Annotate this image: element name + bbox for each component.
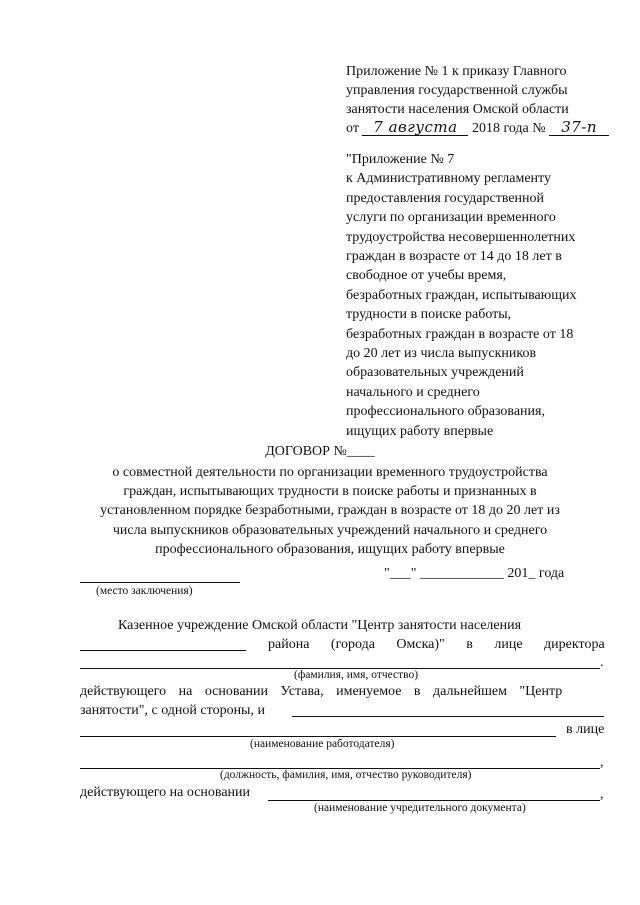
appendix-line: предоставления государственной	[346, 190, 545, 206]
appendix-line: образовательных учреждений	[346, 365, 524, 381]
contract-title: ДОГОВОР №____	[265, 444, 375, 459]
appendix-line: безработных граждан в возрасте от 18	[346, 326, 574, 342]
appendix-line: свободное от учебы время,	[346, 268, 507, 284]
paragraph-3-prefix: действующего на основании	[80, 785, 251, 800]
founding-caption: (наименование учредительного документа)	[314, 802, 526, 814]
appendix-line: услуги по организации временного	[346, 210, 556, 226]
appendix-line: "Приложение № 7	[346, 152, 455, 167]
founding-document-line[interactable]	[268, 800, 600, 801]
appendix-line: трудности в поиске работы,	[346, 307, 512, 323]
header-line-1: Приложение № 1 к приказу Главного	[346, 64, 567, 79]
fio-caption: (фамилия, имя, отчество)	[294, 669, 419, 681]
appendix-line: граждан в возрасте от 14 до 18 лет в	[346, 249, 562, 265]
employer-caption: (наименование работодателя)	[250, 738, 395, 750]
contract-date-field[interactable]: "___" ____________ 201_ года	[384, 566, 565, 581]
place-caption: (место заключения)	[96, 585, 193, 597]
subtitle-line: числа выпускников образовательных учреждений начального и среднего	[112, 522, 548, 538]
director-line-comma: .	[600, 655, 604, 670]
paragraph-1-line-1: Казенное учреждение Омской области "Центр занятости населения	[118, 618, 522, 633]
position-line-comma: ,	[600, 755, 604, 770]
order-number-handwritten: 37-п	[549, 119, 609, 136]
subtitle-line: установленном порядке безработными, граждан в возрасте от 18 до 20 лет из	[100, 503, 560, 519]
header-date-line	[346, 119, 626, 138]
contract-subtitle	[60, 463, 600, 559]
date-prefix: от	[346, 121, 359, 136]
date-handwritten: 7 августа	[362, 119, 468, 136]
place-field-line[interactable]	[80, 582, 240, 583]
appendix-line: к Административному регламенту	[346, 171, 551, 187]
appendix-line: ищущих работу впервые	[346, 423, 494, 439]
district-field-line[interactable]	[80, 650, 246, 651]
appendix-line: начального и среднего	[346, 384, 480, 400]
date-year: 2018 года №	[471, 121, 546, 136]
position-caption: (должность, фамилия, имя, отчество руководителя)	[220, 769, 472, 781]
appendix-line: до 20 лет из числа выпускников	[346, 346, 537, 362]
paragraph-2-line-2: занятости", с одной стороны, и	[80, 703, 265, 718]
party-field-line[interactable]	[292, 716, 604, 717]
appendix-line: трудоустройства несовершеннолетних	[346, 229, 576, 245]
subtitle-line: о совместной деятельности по организации временного трудоустройства	[112, 465, 548, 480]
employer-name-line[interactable]	[80, 736, 556, 737]
appendix-line: профессионального образования,	[346, 404, 545, 420]
appendix-line: безработных граждан, испытывающих	[346, 287, 577, 303]
header-line-3: занятости населения Омской области	[346, 102, 569, 117]
header-line-2: управления государственной службы	[346, 83, 568, 98]
founding-line-comma: ,	[600, 787, 604, 802]
in-person-label: в лице	[566, 722, 605, 737]
paragraph-2-line-1: действующего на основании Устава, именуемое в дальнейшем "Центр	[80, 684, 563, 699]
order-appendix-header	[346, 62, 626, 138]
subtitle-line: граждан, испытывающих трудности в поиске работы и признанных в	[123, 484, 537, 500]
appendix-7-block	[346, 150, 626, 441]
subtitle-line: профессионального образования, ищущих работу впервые	[155, 541, 505, 557]
paragraph-1-line-2: района (города Омска)" в лице директора	[268, 637, 605, 652]
